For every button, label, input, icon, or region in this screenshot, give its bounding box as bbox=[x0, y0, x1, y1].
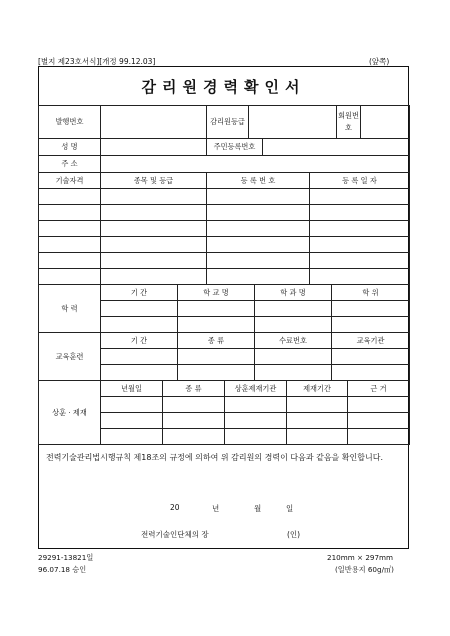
date-month: 월 bbox=[254, 504, 262, 513]
edu-cell[interactable] bbox=[101, 301, 178, 317]
awards-cell[interactable] bbox=[348, 429, 410, 445]
info-row-3 bbox=[38, 155, 410, 173]
tech-cell[interactable] bbox=[101, 237, 207, 253]
tech-cell[interactable] bbox=[101, 253, 207, 269]
form-number: [별지 제23호서식][개정 99.12.03] bbox=[38, 57, 156, 66]
awards-sanctions-table bbox=[38, 380, 410, 445]
date-century: 20 bbox=[170, 503, 180, 512]
address-field[interactable] bbox=[101, 156, 410, 173]
member-no-label: 회원번호 bbox=[337, 106, 361, 139]
awards-cell[interactable] bbox=[163, 429, 225, 445]
awards-cell[interactable] bbox=[287, 397, 348, 413]
education-label: 학 력 bbox=[39, 285, 101, 333]
tech-cell[interactable] bbox=[101, 269, 207, 285]
tech-row-label bbox=[39, 221, 101, 237]
tech-col-regno: 등 록 번 호 bbox=[207, 173, 310, 189]
awards-cell[interactable] bbox=[225, 397, 287, 413]
info-row-1 bbox=[38, 105, 410, 139]
edu-cell[interactable] bbox=[332, 301, 410, 317]
awards-cell[interactable] bbox=[101, 429, 163, 445]
awards-cell[interactable] bbox=[163, 413, 225, 429]
edu-col-period: 기 간 bbox=[101, 285, 178, 301]
tech-row-label bbox=[39, 205, 101, 221]
confirmation-statement: 전력기술관리법시행규칙 제18조의 규정에 의하여 위 감리원의 경력이 다음과 같음을 확인합니다. bbox=[46, 453, 383, 462]
issue-no-label: 발행번호 bbox=[39, 106, 101, 139]
approval-date: 96.07.18 승인 bbox=[38, 565, 87, 574]
education-table bbox=[38, 284, 410, 333]
tech-label: 기술자격 bbox=[39, 173, 101, 189]
tech-cell[interactable] bbox=[207, 237, 310, 253]
tech-cell[interactable] bbox=[207, 189, 310, 205]
member-no-field[interactable] bbox=[361, 106, 410, 139]
tech-cell[interactable] bbox=[207, 221, 310, 237]
seal-mark: (인) bbox=[287, 530, 301, 539]
info-row-2 bbox=[38, 138, 410, 156]
awards-cell[interactable] bbox=[225, 413, 287, 429]
training-cell[interactable] bbox=[178, 349, 255, 365]
date-day: 일 bbox=[286, 504, 294, 513]
tech-cell[interactable] bbox=[310, 269, 410, 285]
resident-no-field[interactable] bbox=[263, 139, 410, 156]
training-cell[interactable] bbox=[332, 349, 410, 365]
edu-col-major: 학 과 명 bbox=[255, 285, 332, 301]
edu-cell[interactable] bbox=[101, 317, 178, 333]
tech-cell[interactable] bbox=[207, 205, 310, 221]
tech-row-label bbox=[39, 237, 101, 253]
training-col-certno: 수료번호 bbox=[255, 333, 332, 349]
awards-col-period: 제재기간 bbox=[287, 381, 348, 397]
training-cell[interactable] bbox=[332, 365, 410, 381]
edu-col-degree: 학 위 bbox=[332, 285, 410, 301]
resident-no-label: 주민등록번호 bbox=[207, 139, 263, 156]
date-year: 년 bbox=[212, 504, 220, 513]
issue-no-field[interactable] bbox=[101, 106, 207, 139]
page-side: (앞쪽) bbox=[369, 57, 390, 66]
grade-label: 감리원등급 bbox=[207, 106, 249, 139]
tech-qualification-table bbox=[38, 172, 410, 285]
training-cell[interactable] bbox=[255, 349, 332, 365]
paper-type: (일반용지 60g/㎡) bbox=[335, 565, 394, 574]
address-label: 주 소 bbox=[39, 156, 101, 173]
tech-cell[interactable] bbox=[101, 205, 207, 221]
awards-cell[interactable] bbox=[287, 429, 348, 445]
awards-col-type: 종 류 bbox=[163, 381, 225, 397]
tech-cell[interactable] bbox=[101, 189, 207, 205]
edu-cell[interactable] bbox=[255, 301, 332, 317]
grade-field[interactable] bbox=[249, 106, 337, 139]
awards-label: 상훈 · 제재 bbox=[39, 381, 101, 445]
training-cell[interactable] bbox=[255, 365, 332, 381]
tech-row-label bbox=[39, 269, 101, 285]
training-cell[interactable] bbox=[178, 365, 255, 381]
edu-col-school: 학 교 명 bbox=[178, 285, 255, 301]
awards-col-date: 년월일 bbox=[101, 381, 163, 397]
tech-cell[interactable] bbox=[310, 221, 410, 237]
awards-cell[interactable] bbox=[225, 429, 287, 445]
tech-row-label bbox=[39, 189, 101, 205]
name-label: 성 명 bbox=[39, 139, 101, 156]
paper-size: 210mm × 297mm bbox=[327, 553, 394, 562]
tech-cell[interactable] bbox=[310, 205, 410, 221]
edu-cell[interactable] bbox=[332, 317, 410, 333]
tech-row-label bbox=[39, 253, 101, 269]
awards-cell[interactable] bbox=[348, 413, 410, 429]
tech-col-regdate: 등 록 일 자 bbox=[310, 173, 410, 189]
awards-cell[interactable] bbox=[287, 413, 348, 429]
training-cell[interactable] bbox=[101, 365, 178, 381]
tech-cell[interactable] bbox=[207, 253, 310, 269]
training-label: 교육훈련 bbox=[39, 333, 101, 381]
training-col-type: 종 류 bbox=[178, 333, 255, 349]
awards-cell[interactable] bbox=[101, 413, 163, 429]
awards-col-agency: 상훈제재기관 bbox=[225, 381, 287, 397]
awards-cell[interactable] bbox=[348, 397, 410, 413]
tech-cell[interactable] bbox=[101, 221, 207, 237]
form-title: 감리원경력확인서 bbox=[141, 78, 306, 96]
edu-cell[interactable] bbox=[255, 317, 332, 333]
signer-title: 전력기술인단체의 장 bbox=[141, 530, 209, 539]
tech-cell[interactable] bbox=[310, 189, 410, 205]
awards-col-basis: 근 거 bbox=[348, 381, 410, 397]
awards-cell[interactable] bbox=[163, 397, 225, 413]
name-field[interactable] bbox=[101, 139, 207, 156]
training-col-period: 기 간 bbox=[101, 333, 178, 349]
tech-cell[interactable] bbox=[207, 269, 310, 285]
training-table bbox=[38, 332, 410, 381]
awards-cell[interactable] bbox=[101, 397, 163, 413]
edu-cell[interactable] bbox=[178, 317, 255, 333]
training-col-institution: 교육기관 bbox=[332, 333, 410, 349]
tech-col-type: 종목 및 등급 bbox=[101, 173, 207, 189]
edu-cell[interactable] bbox=[178, 301, 255, 317]
training-cell[interactable] bbox=[101, 349, 178, 365]
form-code: 29291-13821일 bbox=[38, 553, 94, 562]
tech-cell[interactable] bbox=[310, 237, 410, 253]
tech-cell[interactable] bbox=[310, 253, 410, 269]
